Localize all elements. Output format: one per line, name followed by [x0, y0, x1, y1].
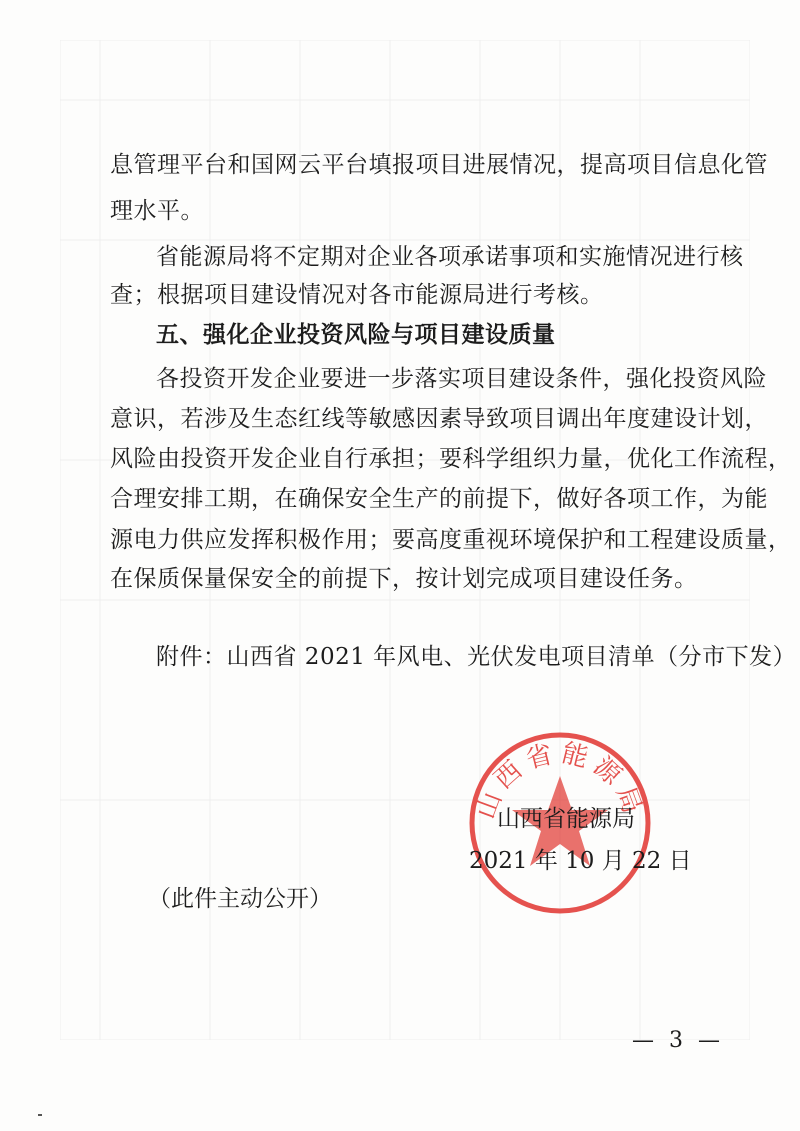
body-line-8: 风险由投资开发企业自行承担；要科学组织力量，优化工作流程， [110, 446, 792, 472]
body-line-1: 息管理平台和国网云平台填报项目进展情况，提高项目信息化管 [110, 152, 768, 178]
body-line-4: 查；根据项目建设情况对各市能源局进行考核。 [110, 282, 604, 308]
body-line-9: 合理安排工期，在确保安全生产的前提下，做好各项工作，为能 [110, 486, 768, 512]
svg-text:山西省能源局: 山西省能源局 [470, 738, 650, 824]
body-line-11: 在保质保量保安全的前提下，按计划完成项目建设任务。 [110, 566, 698, 592]
scan-mark [38, 1114, 42, 1116]
body-line-10: 源电力供应发挥积极作用；要高度重视环境保护和工程建设质量， [110, 527, 792, 553]
body-line-7: 意识，若涉及生态红线等敏感因素导致项目调出年度建设计划， [110, 406, 768, 432]
body-line-6: 各投资开发企业要进一步落实项目建设条件，强化投资风险 [156, 366, 767, 392]
issue-date: 2021 年 10 月 22 日 [469, 848, 692, 874]
body-line-2: 理水平。 [110, 198, 204, 224]
section-heading-5: 五、强化企业投资风险与项目建设质量 [156, 322, 556, 348]
attachment-line: 附件：山西省 2021 年风电、光伏发电项目清单（分市下发） [156, 644, 797, 670]
issuing-organization: 山西省能源局 [497, 806, 635, 832]
page-number: — 3 — [632, 1028, 724, 1053]
body-line-3: 省能源局将不定期对企业各项承诺事项和实施情况进行核 [156, 244, 744, 270]
disclosure-note: （此件主动公开） [148, 886, 332, 912]
